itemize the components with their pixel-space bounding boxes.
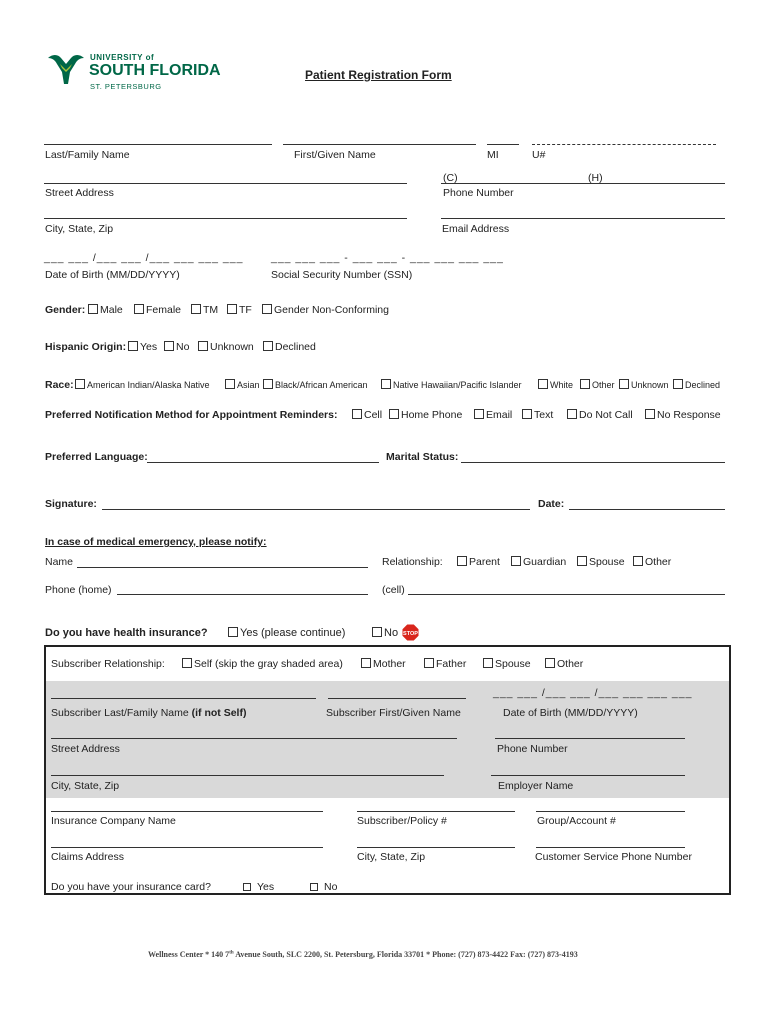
- phone-number-label: Phone Number: [443, 187, 514, 199]
- city-state-zip-field[interactable]: [44, 218, 407, 219]
- group-account-label: Group/Account #: [537, 815, 616, 827]
- claims-address-label: Claims Address: [51, 851, 124, 863]
- relationship-option-other[interactable]: Other: [633, 556, 671, 568]
- last-name-label: Last/Family Name: [45, 149, 130, 161]
- dob-label: Date of Birth (MM/DD/YYYY): [45, 269, 180, 281]
- race-option-declined[interactable]: Declined: [673, 379, 720, 390]
- date-label: Date:: [538, 498, 565, 510]
- subscriber-option-other[interactable]: Other: [545, 658, 583, 670]
- street-address-label: Street Address: [45, 187, 114, 199]
- emergency-phone-home-field[interactable]: [117, 594, 368, 595]
- hispanic-option-unknown[interactable]: Unknown: [198, 341, 254, 353]
- relationship-label: Relationship:: [382, 556, 443, 568]
- gender-label: Gender:: [45, 304, 86, 316]
- gender-option-female[interactable]: Female: [134, 304, 181, 316]
- emergency-phone-home-label: Phone (home): [45, 584, 112, 596]
- subscriber-option-self[interactable]: Self (skip the gray shaded area): [182, 658, 343, 670]
- subscriber-street-field[interactable]: [51, 738, 457, 739]
- emergency-name-field[interactable]: [77, 567, 368, 568]
- mi-label: MI: [487, 149, 499, 161]
- notify-option-home-phone[interactable]: Home Phone: [389, 409, 462, 421]
- insurance-yes-option[interactable]: Yes (please continue): [228, 627, 345, 639]
- subscriber-option-father[interactable]: Father: [424, 658, 466, 670]
- notification-label: Preferred Notification Method for Appointment Reminders:: [45, 409, 338, 421]
- language-label: Preferred Language:: [45, 451, 148, 463]
- policy-number-label: Subscriber/Policy #: [357, 815, 447, 827]
- subscriber-first-name-field[interactable]: [328, 698, 466, 699]
- insurance-company-label: Insurance Company Name: [51, 815, 176, 827]
- notify-option-no-response[interactable]: No Response: [645, 409, 721, 421]
- email-label: Email Address: [442, 223, 510, 235]
- subscriber-last-name-label: Subscriber Last/Family Name (if not Self): [51, 707, 247, 719]
- subscriber-street-label: Street Address: [51, 743, 120, 755]
- insurance-company-field[interactable]: [51, 811, 323, 812]
- ssn-label: Social Security Number (SSN): [271, 269, 413, 281]
- gender-option-tf[interactable]: TF: [227, 304, 252, 316]
- street-address-field[interactable]: [44, 183, 407, 184]
- claims-city-label: City, State, Zip: [357, 851, 426, 863]
- hispanic-option-declined[interactable]: Declined: [263, 341, 316, 353]
- svg-text:STOP: STOP: [403, 631, 418, 637]
- hispanic-label: Hispanic Origin:: [45, 341, 127, 353]
- mi-field[interactable]: [487, 144, 519, 145]
- subscriber-dob-label: Date of Birth (MM/DD/YYYY): [503, 707, 638, 719]
- first-name-label: First/Given Name: [294, 149, 376, 161]
- subscriber-city-label: City, State, Zip: [51, 780, 120, 792]
- race-label: Race:: [45, 379, 74, 391]
- signature-field[interactable]: [102, 509, 530, 510]
- language-field[interactable]: [147, 462, 379, 463]
- phone-number-field[interactable]: [441, 183, 725, 184]
- subscriber-last-name-field[interactable]: [51, 698, 316, 699]
- race-option-white[interactable]: White: [538, 379, 573, 390]
- email-field[interactable]: [441, 218, 725, 219]
- gender-option-male[interactable]: Male: [88, 304, 123, 316]
- emergency-name-label: Name: [45, 556, 74, 568]
- insurance-card-no[interactable]: No: [310, 881, 337, 893]
- notify-option-cell[interactable]: Cell: [352, 409, 382, 421]
- logo-campus: ST. PETERSBURG: [90, 82, 162, 91]
- logo-south-florida: SOUTH FLORIDA: [89, 62, 221, 79]
- subscriber-city-field[interactable]: [51, 775, 444, 776]
- first-name-field[interactable]: [283, 144, 476, 145]
- race-option-other[interactable]: Other: [580, 379, 615, 390]
- subscriber-option-spouse[interactable]: Spouse: [483, 658, 531, 670]
- bull-logo-icon: [46, 52, 86, 86]
- employer-name-field[interactable]: [491, 775, 685, 776]
- dob-field[interactable]: ___ ___ /___ ___ /___ ___ ___ ___: [44, 252, 244, 264]
- ssn-field[interactable]: ___ ___ ___ - ___ ___ - ___ ___ ___ ___: [271, 252, 504, 264]
- emergency-cell-field[interactable]: [408, 594, 725, 595]
- race-option-native-hawaiian[interactable]: Native Hawaiian/Pacific Islander: [381, 379, 522, 390]
- insurance-card-question: Do you have your insurance card?: [51, 881, 211, 893]
- page-title: Patient Registration Form: [305, 68, 452, 82]
- group-account-field[interactable]: [536, 811, 685, 812]
- relationship-option-guardian[interactable]: Guardian: [511, 556, 566, 568]
- marital-status-label: Marital Status:: [386, 451, 459, 463]
- subscriber-dob-field[interactable]: ___ ___ /___ ___ /___ ___ ___ ___: [493, 687, 693, 699]
- race-option-unknown[interactable]: Unknown: [619, 379, 669, 390]
- claims-address-field[interactable]: [51, 847, 323, 848]
- gender-option-tm[interactable]: TM: [191, 304, 218, 316]
- subscriber-phone-label: Phone Number: [497, 743, 568, 755]
- notify-option-email[interactable]: Email: [474, 409, 512, 421]
- customer-service-phone-label: Customer Service Phone Number: [535, 851, 692, 863]
- city-state-zip-label: City, State, Zip: [45, 223, 114, 235]
- phone-cell-prefix: (C): [443, 172, 458, 184]
- hispanic-option-yes[interactable]: Yes: [128, 341, 157, 353]
- u-number-field[interactable]: [532, 144, 716, 145]
- policy-number-field[interactable]: [357, 811, 515, 812]
- notify-option-text[interactable]: Text: [522, 409, 553, 421]
- emergency-cell-label: (cell): [382, 584, 405, 596]
- insurance-card-yes[interactable]: Yes: [243, 881, 274, 893]
- footer-contact: Wellness Center * 140 7th Avenue South, SLC 2200, St. Petersburg, Florida 33701 * Phone: (727) 873-4422 Fax: (727) 873-4193: [148, 950, 578, 959]
- emergency-heading: In case of medical emergency, please notify:: [45, 536, 267, 548]
- race-option-black[interactable]: Black/African American: [263, 379, 368, 390]
- signature-label: Signature:: [45, 498, 97, 510]
- subscriber-first-name-label: Subscriber First/Given Name: [326, 707, 461, 719]
- employer-name-label: Employer Name: [498, 780, 574, 792]
- marital-status-field[interactable]: [461, 462, 725, 463]
- last-name-field[interactable]: [44, 144, 272, 145]
- u-number-label: U#: [532, 149, 546, 161]
- customer-service-phone-field[interactable]: [536, 847, 685, 848]
- logo-university-of: UNIVERSITY of: [90, 53, 155, 62]
- subscriber-option-mother[interactable]: Mother: [361, 658, 406, 670]
- subscriber-relationship-label: Subscriber Relationship:: [51, 658, 165, 670]
- gender-option-nonconforming[interactable]: Gender Non-Conforming: [262, 304, 389, 316]
- notify-option-do-not-call[interactable]: Do Not Call: [567, 409, 633, 421]
- stop-sign-icon: [401, 623, 420, 642]
- subscriber-phone-field[interactable]: [495, 738, 685, 739]
- hispanic-option-no[interactable]: No: [164, 341, 189, 353]
- insurance-no-option[interactable]: No: [372, 627, 398, 639]
- relationship-option-spouse[interactable]: Spouse: [577, 556, 625, 568]
- claims-city-field[interactable]: [357, 847, 515, 848]
- relationship-option-parent[interactable]: Parent: [457, 556, 500, 568]
- race-option-american-indian[interactable]: American Indian/Alaska Native: [75, 379, 210, 390]
- race-option-asian[interactable]: Asian: [225, 379, 260, 390]
- date-field[interactable]: [569, 509, 725, 510]
- phone-home-prefix: (H): [588, 172, 603, 184]
- insurance-question: Do you have health insurance?: [45, 627, 208, 639]
